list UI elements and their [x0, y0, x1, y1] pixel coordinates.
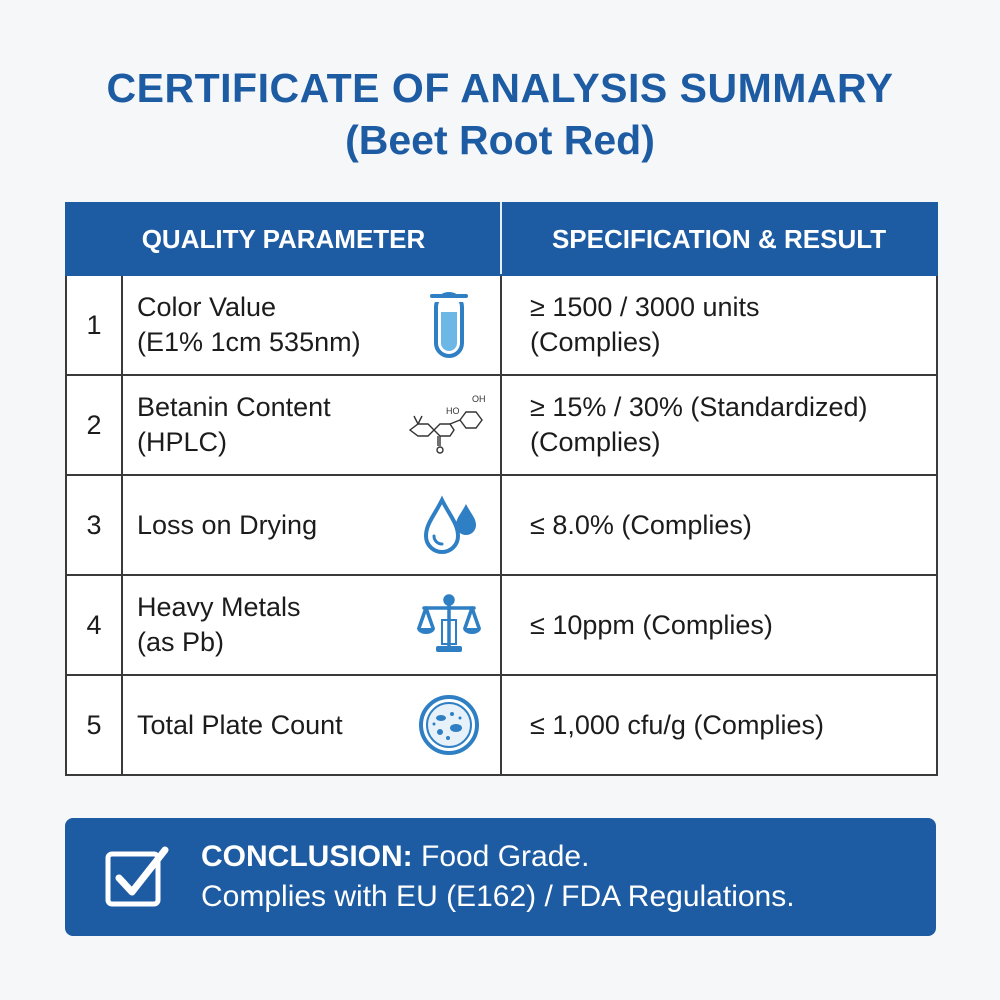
conclusion-compliance: Complies with EU (E162) / FDA Regulations.	[201, 880, 795, 913]
parameter-name: Total Plate Count	[137, 709, 343, 740]
row-number: 3	[66, 475, 122, 575]
balance-scale-icon	[414, 590, 484, 660]
result-status: (Complies)	[530, 327, 661, 357]
parameter-name: Loss on Drying	[137, 509, 318, 540]
row-number: 4	[66, 575, 122, 675]
conclusion-banner	[65, 818, 936, 936]
petri-dish-icon	[414, 690, 484, 760]
checkbox-check-icon	[105, 844, 169, 908]
specification-value: ≥ 1500 / 3000 units	[530, 292, 760, 322]
quality-parameter-cell	[122, 375, 501, 475]
parameter-method: (as Pb)	[137, 627, 225, 657]
specification-result-cell	[501, 475, 937, 575]
parameter-method: (E1% 1cm 535nm)	[137, 327, 361, 357]
table-header-row	[66, 203, 937, 275]
quality-parameter-cell	[122, 275, 501, 375]
parameter-method: (HPLC)	[137, 427, 228, 457]
water-drops-icon	[414, 490, 484, 560]
conclusion-text	[201, 837, 795, 917]
row-number: 1	[66, 275, 122, 375]
row-number: 2	[66, 375, 122, 475]
document-title	[0, 62, 1000, 166]
molecule-oh-label: OH	[472, 394, 486, 404]
conclusion-grade: Food Grade.	[412, 840, 590, 873]
molecule-ho-label: HO	[446, 406, 460, 416]
molecule-structure-icon	[402, 390, 492, 460]
result-status: (Complies)	[530, 427, 661, 457]
quality-parameter-cell	[122, 475, 501, 575]
parameter-name: Color Value	[137, 292, 277, 322]
table-row	[66, 275, 937, 375]
header-quality-parameter: QUALITY PARAMETER	[66, 203, 501, 275]
test-tube-icon	[414, 290, 484, 360]
specification-result-cell	[501, 575, 937, 675]
table-row	[66, 675, 937, 775]
title-main: CERTIFICATE OF ANALYSIS SUMMARY	[106, 65, 894, 111]
specification-value: ≤ 8.0% (Complies)	[530, 509, 752, 540]
parameter-name: Heavy Metals	[137, 592, 301, 622]
quality-parameter-cell	[122, 575, 501, 675]
table-row	[66, 375, 937, 475]
table-row	[66, 475, 937, 575]
table-row	[66, 575, 937, 675]
header-specification-result: SPECIFICATION & RESULT	[501, 203, 937, 275]
specification-value: ≤ 10ppm (Complies)	[530, 609, 773, 640]
specification-result-cell	[501, 675, 937, 775]
quality-parameter-cell	[122, 675, 501, 775]
coa-table	[65, 202, 938, 776]
parameter-name: Betanin Content	[137, 392, 331, 422]
row-number: 5	[66, 675, 122, 775]
specification-result-cell	[501, 275, 937, 375]
specification-result-cell	[501, 375, 937, 475]
conclusion-label: CONCLUSION:	[201, 840, 413, 873]
specification-value: ≥ 15% / 30% (Standardized)	[530, 392, 868, 422]
specification-value: ≤ 1,000 cfu/g (Complies)	[530, 709, 824, 740]
title-product: (Beet Root Red)	[345, 117, 655, 163]
